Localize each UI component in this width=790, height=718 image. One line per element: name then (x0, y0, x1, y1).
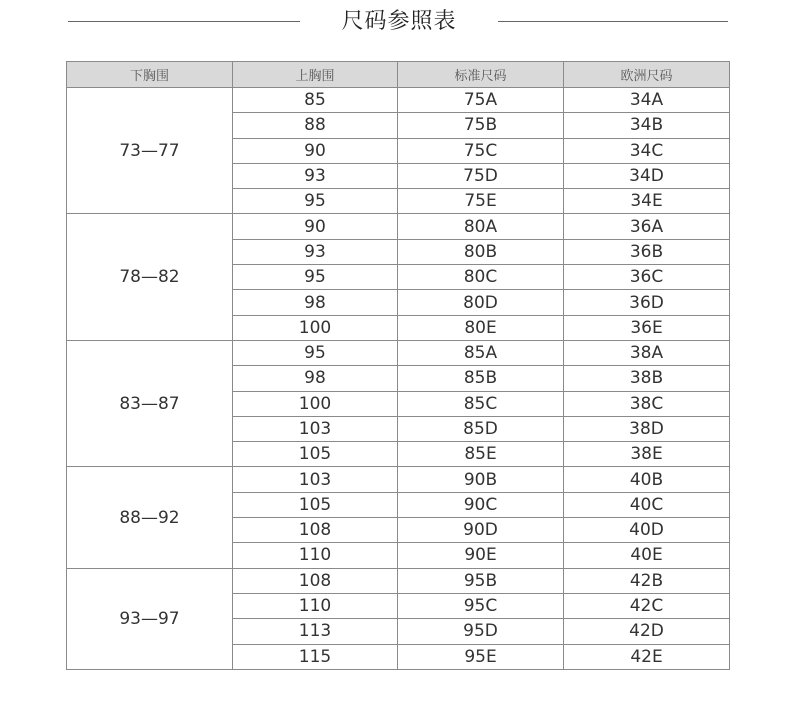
euro-size: 40B (564, 467, 730, 492)
euro-size: 38B (564, 366, 730, 391)
euro-size: 36D (564, 290, 730, 315)
underbust-range: 88—92 (67, 467, 233, 568)
euro-size: 34E (564, 189, 730, 214)
euro-size: 38E (564, 442, 730, 467)
standard-size: 80B (398, 239, 564, 264)
euro-size: 38D (564, 416, 730, 441)
standard-size: 90B (398, 467, 564, 492)
euro-size: 40D (564, 518, 730, 543)
title-divider-right (498, 21, 728, 22)
euro-size: 34C (564, 138, 730, 163)
standard-size: 85B (398, 366, 564, 391)
table-row (67, 88, 730, 113)
bust-value: 98 (233, 366, 398, 391)
underbust-range: 93—97 (67, 568, 233, 669)
euro-size: 34B (564, 113, 730, 138)
bust-value: 108 (233, 568, 398, 593)
bust-value: 103 (233, 467, 398, 492)
table-body (67, 88, 730, 670)
bust-value: 105 (233, 492, 398, 517)
bust-value: 88 (233, 113, 398, 138)
header-underbust: 下胸围 (67, 62, 233, 88)
size-chart-table (66, 61, 730, 670)
standard-size: 80C (398, 265, 564, 290)
standard-size: 80D (398, 290, 564, 315)
bust-value: 110 (233, 593, 398, 618)
bust-value: 95 (233, 189, 398, 214)
standard-size: 75D (398, 163, 564, 188)
table-row (67, 568, 730, 593)
bust-value: 100 (233, 391, 398, 416)
standard-size: 85A (398, 340, 564, 365)
euro-size: 42E (564, 644, 730, 669)
table-row (67, 340, 730, 365)
standard-size: 95C (398, 593, 564, 618)
page-title: 尺码参照表 (341, 9, 457, 34)
bust-value: 113 (233, 619, 398, 644)
euro-size: 40C (564, 492, 730, 517)
bust-value: 115 (233, 644, 398, 669)
bust-value: 105 (233, 442, 398, 467)
bust-value: 85 (233, 88, 398, 113)
euro-size: 38A (564, 340, 730, 365)
bust-value: 95 (233, 340, 398, 365)
standard-size: 75B (398, 113, 564, 138)
header-euro-size: 欧洲尺码 (564, 62, 730, 88)
standard-size: 80E (398, 315, 564, 340)
bust-value: 110 (233, 543, 398, 568)
standard-size: 75C (398, 138, 564, 163)
bust-value: 93 (233, 163, 398, 188)
standard-size: 90E (398, 543, 564, 568)
euro-size: 36A (564, 214, 730, 239)
euro-size: 38C (564, 391, 730, 416)
bust-value: 100 (233, 315, 398, 340)
euro-size: 40E (564, 543, 730, 568)
table-header-row (67, 62, 730, 88)
standard-size: 90C (398, 492, 564, 517)
euro-size: 42D (564, 619, 730, 644)
standard-size: 95D (398, 619, 564, 644)
standard-size: 80A (398, 214, 564, 239)
standard-size: 75A (398, 88, 564, 113)
header-bust: 上胸围 (233, 62, 398, 88)
euro-size: 34A (564, 88, 730, 113)
euro-size: 36B (564, 239, 730, 264)
underbust-range: 73—77 (67, 88, 233, 214)
bust-value: 90 (233, 138, 398, 163)
bust-value: 103 (233, 416, 398, 441)
euro-size: 42C (564, 593, 730, 618)
bust-value: 93 (233, 239, 398, 264)
standard-size: 95E (398, 644, 564, 669)
euro-size: 42B (564, 568, 730, 593)
euro-size: 34D (564, 163, 730, 188)
bust-value: 90 (233, 214, 398, 239)
table-row (67, 467, 730, 492)
title-divider-left (68, 21, 300, 22)
table-row (67, 214, 730, 239)
bust-value: 95 (233, 265, 398, 290)
standard-size: 85C (398, 391, 564, 416)
standard-size: 85E (398, 442, 564, 467)
standard-size: 85D (398, 416, 564, 441)
bust-value: 108 (233, 518, 398, 543)
header-standard-size: 标准尺码 (398, 62, 564, 88)
standard-size: 75E (398, 189, 564, 214)
underbust-range: 78—82 (67, 214, 233, 340)
standard-size: 95B (398, 568, 564, 593)
title-row (0, 0, 790, 45)
underbust-range: 83—87 (67, 340, 233, 466)
euro-size: 36E (564, 315, 730, 340)
bust-value: 98 (233, 290, 398, 315)
euro-size: 36C (564, 265, 730, 290)
standard-size: 90D (398, 518, 564, 543)
